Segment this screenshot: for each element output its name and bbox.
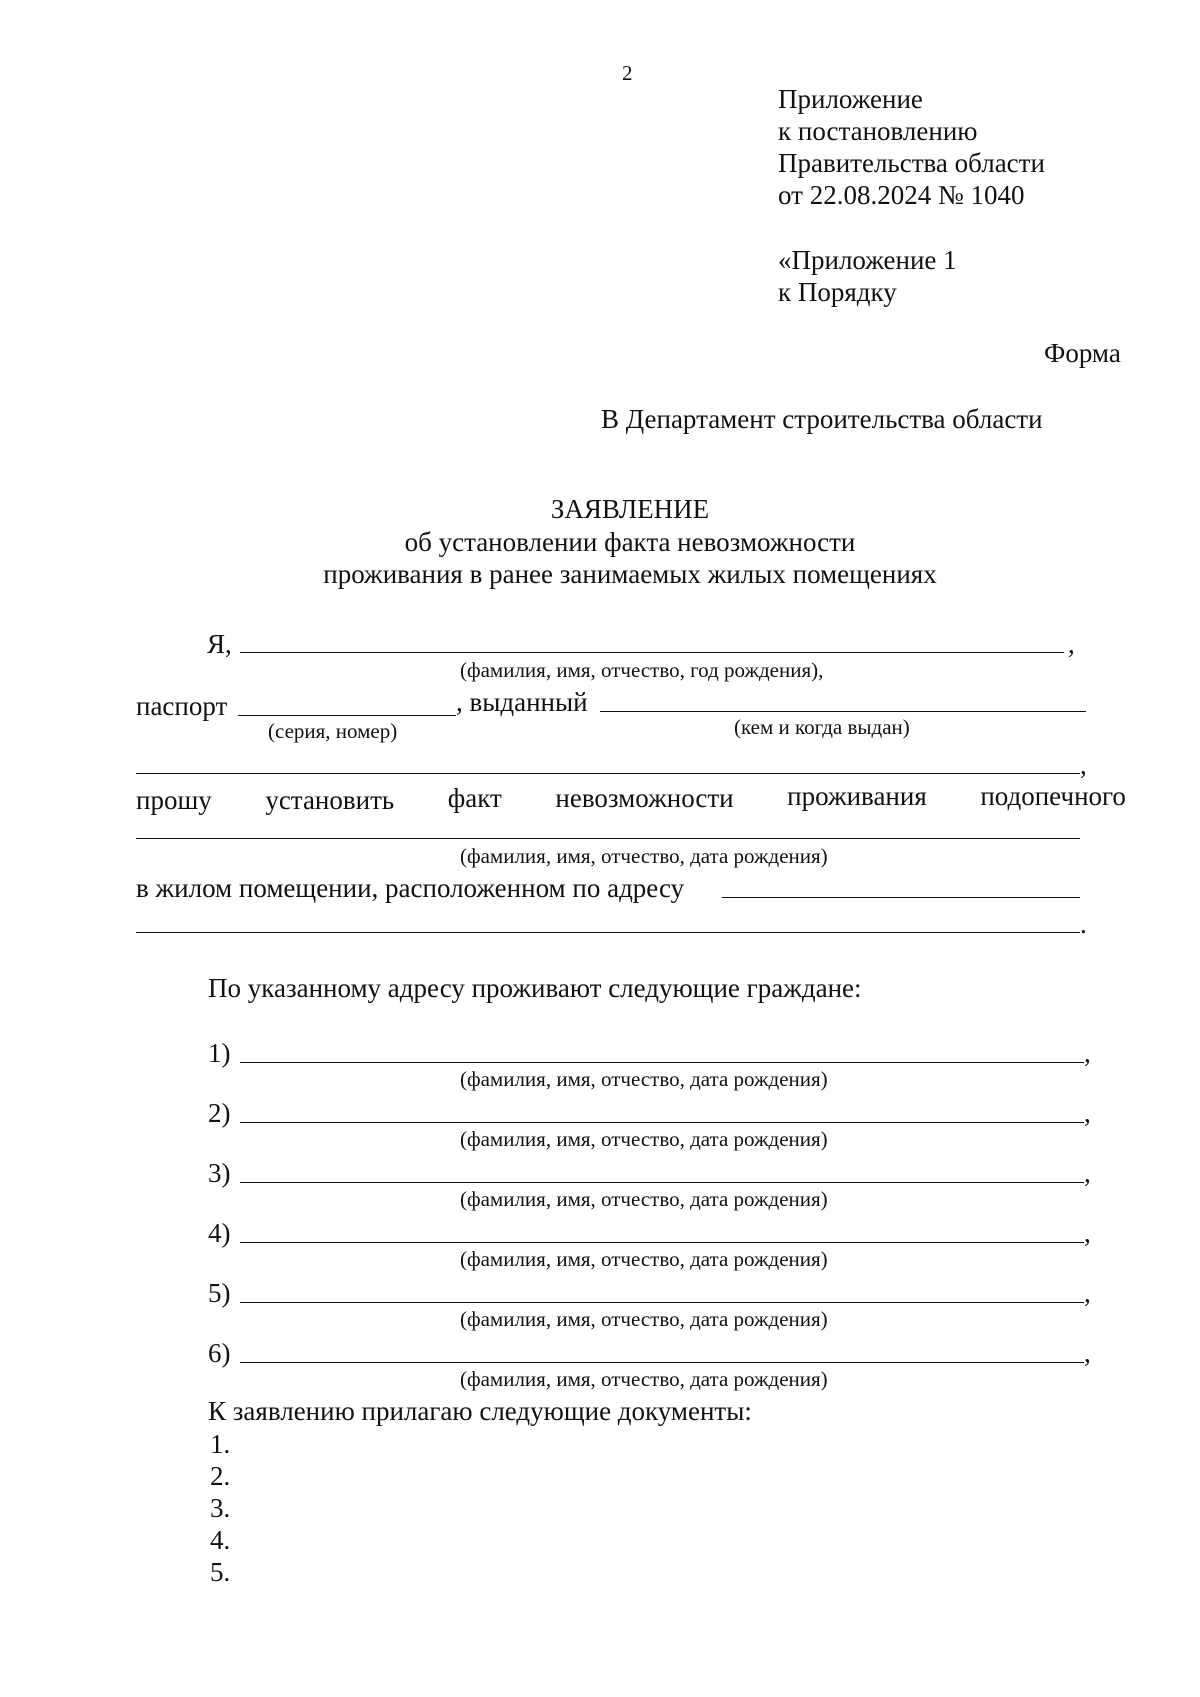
i-hint: (фамилия, имя, отчество, год рождения), bbox=[460, 658, 824, 682]
resident-line[interactable] bbox=[240, 1302, 1084, 1303]
document-item: 1. bbox=[210, 1429, 231, 1459]
continuation-comma: , bbox=[1080, 750, 1087, 780]
resident-number: 2) bbox=[208, 1098, 231, 1128]
resident-number: 6) bbox=[208, 1338, 231, 1368]
i-label: Я, bbox=[207, 629, 232, 659]
document-item: 4. bbox=[210, 1525, 231, 1555]
address-line-2[interactable] bbox=[136, 932, 1080, 933]
i-comma: , bbox=[1068, 629, 1075, 659]
resident-hint: (фамилия, имя, отчество, дата рождения) bbox=[460, 1187, 828, 1211]
header-line-2: к постановлению bbox=[778, 116, 978, 146]
ward-hint: (фамилия, имя, отчество, дата рождения) bbox=[460, 844, 828, 868]
document-item: 5. bbox=[210, 1557, 231, 1587]
address-line-1[interactable] bbox=[722, 897, 1080, 898]
resident-comma: , bbox=[1084, 1098, 1091, 1128]
documents-intro: К заявлению прилагаю следующие документы: bbox=[208, 1396, 752, 1426]
address-label: в жилом помещении, расположенном по адресу bbox=[136, 873, 685, 903]
passport-hint: (серия, номер) bbox=[268, 719, 398, 743]
request-word-2: установить bbox=[265, 785, 395, 815]
issued-hint: (кем и когда выдан) bbox=[734, 715, 910, 739]
resident-comma: , bbox=[1084, 1338, 1091, 1368]
issued-label: , выданный bbox=[456, 687, 588, 717]
resident-hint: (фамилия, имя, отчество, дата рождения) bbox=[460, 1367, 828, 1391]
resident-comma: , bbox=[1084, 1158, 1091, 1188]
resident-line[interactable] bbox=[240, 1362, 1084, 1363]
title-sub-2: проживания в ранее занимаемых жилых помещениях bbox=[323, 559, 937, 589]
request-word-5: проживания bbox=[787, 781, 927, 811]
header-line-1: Приложение bbox=[778, 84, 923, 114]
page-number: 2 bbox=[622, 61, 633, 85]
resident-hint: (фамилия, имя, отчество, дата рождения) bbox=[460, 1307, 828, 1331]
request-word-3: факт bbox=[447, 783, 502, 813]
ward-name-line[interactable] bbox=[136, 838, 1080, 839]
document-item: 3. bbox=[210, 1493, 231, 1523]
title-main: ЗАЯВЛЕНИЕ bbox=[550, 494, 710, 524]
header-line-4: от 22.08.2024 № 1040 bbox=[778, 180, 1025, 210]
issued-by-line[interactable] bbox=[600, 711, 1086, 712]
resident-number: 4) bbox=[208, 1218, 231, 1248]
resident-number: 3) bbox=[208, 1158, 231, 1188]
request-word-4: невозможности bbox=[555, 783, 734, 813]
address-period: . bbox=[1080, 909, 1087, 939]
resident-hint: (фамилия, имя, отчество, дата рождения) bbox=[460, 1067, 828, 1091]
appendix-line-1: «Приложение 1 bbox=[778, 245, 957, 275]
document-item: 2. bbox=[210, 1461, 231, 1491]
issued-by-continuation-line[interactable] bbox=[136, 773, 1080, 774]
resident-hint: (фамилия, имя, отчество, дата рождения) bbox=[460, 1247, 828, 1271]
applicant-name-line[interactable] bbox=[240, 652, 1064, 653]
request-word-1: прошу bbox=[136, 785, 212, 815]
request-sentence bbox=[136, 780, 1126, 816]
resident-line[interactable] bbox=[240, 1182, 1084, 1183]
request-word-6: подопечного bbox=[980, 781, 1126, 811]
resident-comma: , bbox=[1084, 1218, 1091, 1248]
resident-hint: (фамилия, имя, отчество, дата рождения) bbox=[460, 1127, 828, 1151]
resident-comma: , bbox=[1084, 1038, 1091, 1068]
resident-line[interactable] bbox=[240, 1122, 1084, 1123]
residents-intro: По указанному адресу проживают следующие граждане: bbox=[208, 973, 862, 1003]
passport-label: паспорт bbox=[136, 691, 228, 721]
appendix-line-2: к Порядку bbox=[778, 277, 897, 307]
resident-number: 1) bbox=[208, 1038, 231, 1068]
form-label: Форма bbox=[1044, 338, 1121, 368]
header-line-3: Правительства области bbox=[778, 148, 1045, 178]
passport-number-line[interactable] bbox=[238, 715, 456, 716]
resident-line[interactable] bbox=[240, 1062, 1084, 1063]
resident-line[interactable] bbox=[240, 1242, 1084, 1243]
addressee: В Департамент строительства области bbox=[601, 404, 1043, 434]
resident-comma: , bbox=[1084, 1278, 1091, 1308]
title-sub-1: об установлении факта невозможности bbox=[404, 527, 856, 557]
resident-number: 5) bbox=[208, 1278, 231, 1308]
